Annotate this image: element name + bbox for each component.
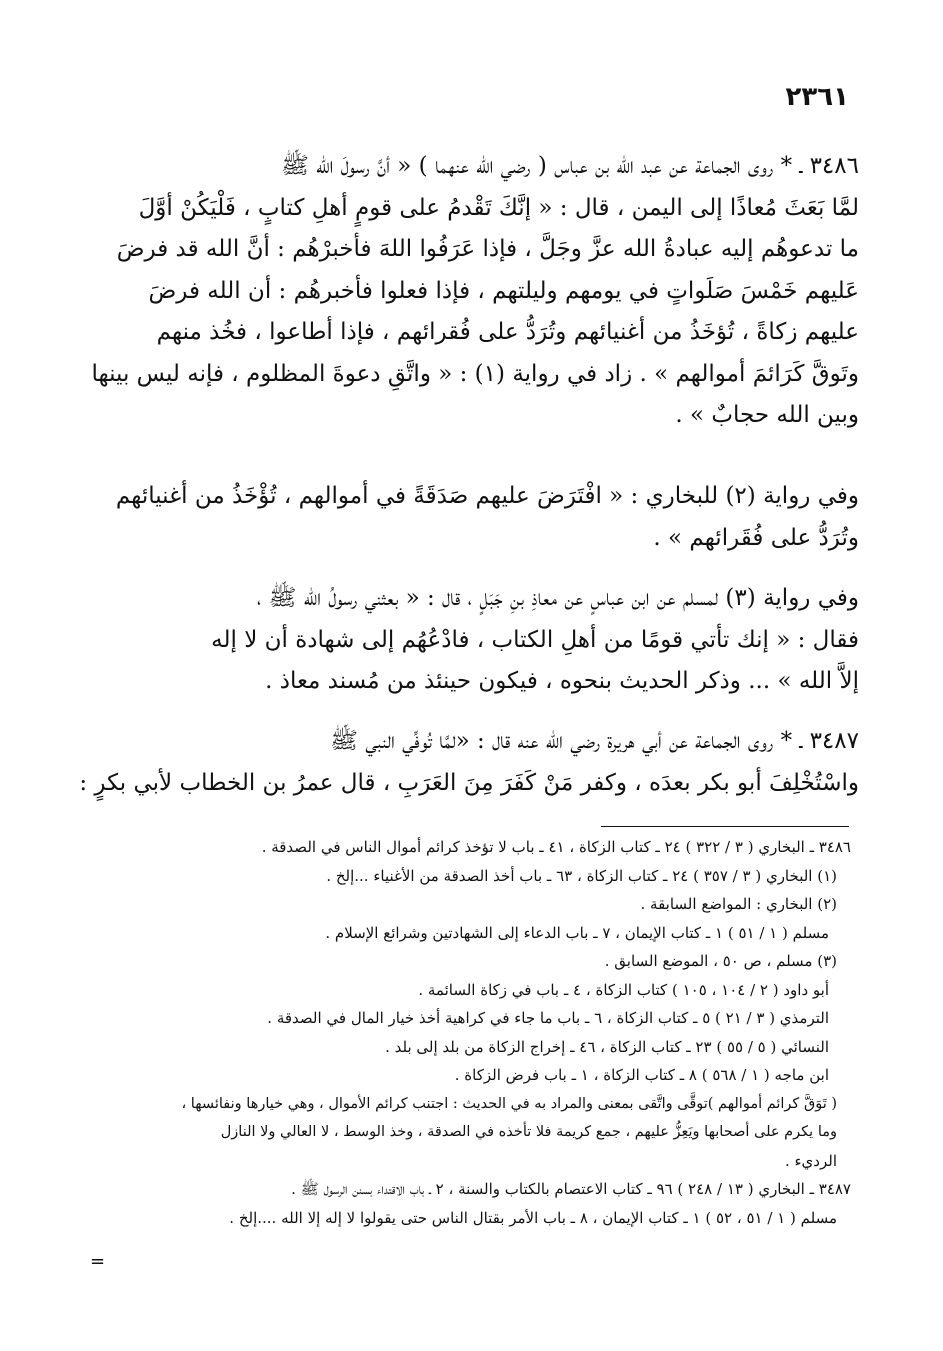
footnote-line: ( تَوَقَّ كرائم أموالهم )توقَّى واتَّقى بمعنى والمراد به في الحديث : اجتنب كرائم الأموال ، وهي خيارها ونفائسها ، — [181, 1095, 837, 1112]
page-number: ٢٣٦١ — [785, 82, 849, 112]
footnote-line: (٢) البخاري : المواضع السابقة . — [640, 895, 837, 913]
text-line: واسْتُخْلِفَ أبو بكر بعدَه ، وكفر مَنْ كَفَرَ مِنَ العَرَبِ ، قال عمرُ بن الخطاب لأبي بكرٍ : — [79, 769, 859, 796]
footnote-line: أبو داود ( ٢ / ١٠٤ ، ١٠٥ ) كتاب الزكاة ، ٤ ـ باب في زكاة السائمة . — [418, 980, 829, 999]
hadith-3486 — [79, 146, 859, 476]
continuation-mark: = — [90, 1251, 106, 1272]
text-line: وفي رواية (٣) لمسلم عن ابن عباسٍ عن معاذِ بنِ جَبَلٍ ، قال : « بعثني رسولُ الله ﷺ ، — [256, 585, 859, 611]
footnote-line: الرديء . — [784, 1151, 837, 1170]
footnote-line: ٣٤٨٦ ـ البخاري ( ٣ / ٣٢٢ ) ٢٤ ـ كتاب الزكاة ، ٤١ ـ باب لا تؤخذ كرائم أموال الناس في الصدقة . — [261, 838, 851, 856]
text-line: فقال : « إنك تأتي قومًا من أهلِ الكتاب ، فادْعُهُم إلى شهادة أن لا إله — [211, 626, 859, 653]
text-line: وتُرَدُّ على فُقَرائهم » . — [653, 524, 859, 551]
footnote-line: مسلم ( ١ / ٥١ ، ٥٢ ) ١ ـ كتاب الإيمان ، ٨ ـ باب الأمر بقتال الناس حتى يقولوا لا إله إلا الله ....إلخ . — [229, 1208, 837, 1227]
text-line: عليهم زكاةً ، تُؤخَذُ من أغنيائهم وتُرَدُّ على فُقرائهم ، فإذا أطاعوا ، فخُذ منهم — [156, 319, 859, 345]
text-line: عَليهم خَمْسَ صَلَواتٍ في يومهم وليلتهم ، فإذا فعلوا فأخبرهُم : أن الله فرضَ — [148, 277, 859, 304]
footnote-line: وما يكرم على أصحابها ويَعِزُّ عليهم ، جمع كريمة فلا تأخذه في الصدقة ، وخذ الوسط ، لا العالي ولا النازل — [220, 1124, 837, 1140]
muslim-narration — [79, 578, 859, 703]
main-text — [79, 146, 859, 796]
footnote-line: (١) البخاري ( ٣ / ٣٥٧ ) ٢٤ ـ كتاب الزكاة ، ٦٣ ـ باب أخذ الصدقة من الأغنياء ...إلخ . — [326, 866, 837, 885]
text-line: إلاَّ الله » ... وذكر الحديث بنحوه ، فيكون حينئذ من مُسند معاذ . — [265, 668, 859, 694]
footnote-line: ٣٤٨٧ ـ البخاري ( ١٣ / ٢٤٨ ) ٩٦ ـ كتاب الاعتصام بالكتاب والسنة ، ٢ ـ باب الاقتداء بسنن الرسول ﷺ . — [291, 1180, 851, 1198]
footnote-separator — [601, 826, 849, 827]
bukhari-narration — [79, 476, 859, 559]
text-line: ٣٤٨٧ ـ * روى الجماعة عن أبي هريرة رضي الله عنه قال : «لمَّا تُوفِّي النبي ﷺ — [330, 728, 859, 754]
footnote-line: (٣) مسلم ، ص ٥٠ ، الموضع السابق . — [604, 952, 837, 970]
footnote-line: النسائي ( ٥ / ٥٥ ) ٢٣ ـ كتاب الزكاة ، ٤٦ ـ إخراج الزكاة من بلد إلى بلد . — [385, 1037, 829, 1056]
footnote-line: مسلم ( ١ / ٥١ ) ١ ـ كتاب الإيمان ، ٧ ـ باب الدعاء إلى الشهادتين وشرائع الإسلام . — [325, 923, 829, 942]
text-line: ما تدعوهُم إليه عبادةُ الله عزَّ وجَلَّ ، فإذا عَرَفُوا اللهَ فأخبرْهُم : أنَّ الله قد فرضَ — [116, 236, 859, 262]
footnotes — [91, 833, 851, 1232]
text-line: وفي رواية (٢) للبخاري : « افْتَرَضَ عليهم صَدَقَةً في أموالهم ، تُؤْخَذُ من أغنيائهم — [115, 483, 859, 509]
text-line: وبين الله حجابٌ » . — [675, 402, 859, 428]
text-line: لمَّا بَعَثَ مُعاذًا إلى اليمن ، قال : « إنَّكَ تَقْدمُ على قومٍ أهلِ كتابٍ ، فَلْيَكُنْ أوَّلَ — [138, 194, 859, 221]
footnote-line: الترمذي ( ٣ / ٢١ ) ٥ ـ كتاب الزكاة ، ٦ ـ باب ما جاء في كراهية أخذ خيار المال في الصدقة . — [267, 1009, 829, 1027]
hadith-3487 — [79, 721, 859, 804]
text-line: وتَوقَّ كَرَائمَ أموالهم » . زاد في رواية (١) : « واتَّقِ دعوةَ المظلوم ، فإنه ليس بينها — [91, 360, 859, 387]
footnote-line: ابن ماجه ( ١ / ٥٦٨ ) ٨ ـ كتاب الزكاة ، ١ ـ باب فرض الزكاة . — [454, 1066, 829, 1084]
text-line: ٣٤٨٦ ـ * روى الجماعة عن عبد الله بن عباس ( رضي الله عنهما ) « أنَّ رسولَ الله ﷺ — [281, 153, 859, 179]
